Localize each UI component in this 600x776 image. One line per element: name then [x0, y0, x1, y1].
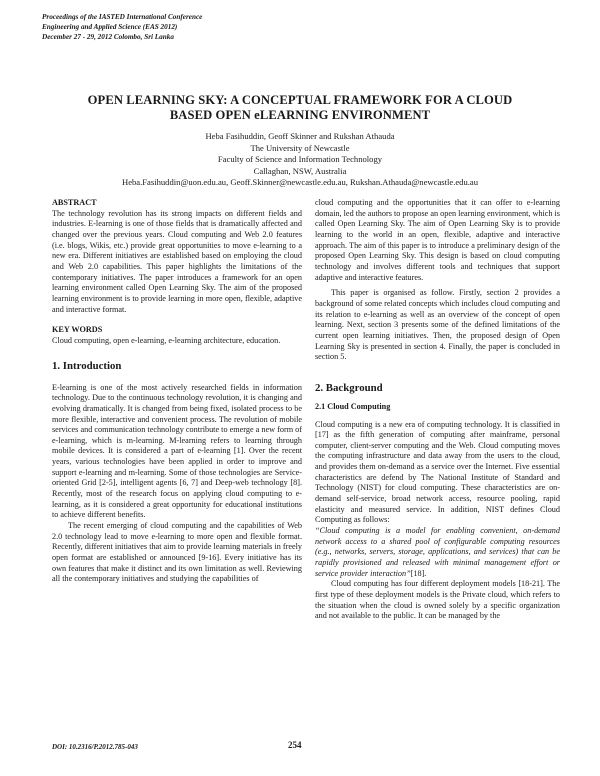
intro-paragraph-2: The recent emerging of cloud computing and the capabilities of Web 2.0 technology lead to move e-learning to more open and flexible format. Recently, different initiatives that aim to provide learning materials in freely open format are established or announced [9-16]. Every initiative has its own features that make it distinct and its own limitation as well. Reviewing all the contemporary initiatives and studying the capabilities of: [52, 521, 302, 584]
keywords-text: Cloud computing, open e-learning, e-learning architecture, education.: [52, 335, 281, 345]
paper-title: [40, 93, 560, 123]
page-number: 254: [288, 740, 302, 750]
author-block: [40, 131, 560, 189]
author-location: Callaghan, NSW, Australia: [253, 165, 347, 176]
proceedings-header-line3: December 27 - 29, 2012 Colombo, Sri Lanka: [42, 33, 174, 41]
intro-paragraph-1: E-learning is one of the most actively researched fields in information technology. Due to the continuous technology revolution, it is changing and evolving dramatically. It is changed from being fixed, isolated process to be more flexible, interactive and convenient process. The revolution of mobile services and communication technology contribute to emerge a new form of e-learning, which is m-learning. M-learning refers to learning through mobile devices. It is considered a part of e-learning [1]. Over the recent years, various technologies have been applied in order to improve and support e-learning and m-learning. Some of those technologies are Service-oriented Grid [2-5], intelligent agents [6, 7] and Deep-web technology [8]. Recently, most of the research focus on applying cloud computing to e-learning, as it is considered a great opportunity for educational institutions to achieve different benefits.: [52, 382, 302, 520]
intro-heading: 1. Introduction: [52, 359, 122, 372]
nist-definition-quote: [315, 526, 560, 579]
right-paragraph-2: This paper is organised as follow. Firstly, section 2 provides a background of some related concepts which includes cloud computing and its relation to e-learning as well as an overview of the concept of open learning. Next, section 3 presents some of the defined limitations of the current open learning initiatives. Then, the proposed design of Open Learning Sky is presented in section 4. Finally, the paper is concluded in section 5.: [315, 288, 560, 362]
paper-title-line1: OPEN LEARNING SKY: A CONCEPTUAL FRAMEWORK FOR A CLOUD: [87, 93, 513, 107]
doi-footer: DOI: 10.2316/P.2012.785-043: [52, 743, 138, 751]
nist-quote-reference: [18].: [410, 568, 427, 578]
paper-title-line2: BASED OPEN eLEARNING ENVIRONMENT: [169, 108, 431, 122]
abstract-text: The technology revolution has its strong impacts on different fields and industries. E-learning is one of those fields that is dramatically affected and changed over the previous years. Cloud computing and Web 2.0 features (i.e. blogs, Wikis, etc.) provide great opportunities to move e-learning to a new era. Different initiatives are established based on employing the cloud and Web 2.0 capabilities. This paper highlights the limitations of the contemporary initiatives. The paper introduces a framework for an open learning environment called Open Learning Sky. The aim of the proposed learning environment is to provide learning in more open, flexible, adaptive and interactive format.: [52, 208, 302, 314]
author-university: The University of Newcastle: [250, 142, 350, 153]
right-paragraph-1: cloud computing and the opportunities that it can offer to e-learning domain, led the authors to propose an open learning environment, which is called Open Learning Sky. The aim of Open Learning Sky is to provide learning to the world in an open, flexible, adaptive and interactive approach. The aim of this paper is to introduce a preliminary design of the proposed Open Learning Sky. This design is based on cloud computing technology and involves different tools and techniques that support adaptive and interactive features.: [315, 198, 560, 282]
nist-quote-text: “Cloud computing is a model for enabling convenient, on-demand network access to a shared pool of configurable computing resources (e.g., networks, servers, storage, applications, and services) that can be rapidly provisioned and released with minimal management effort or service provider interaction”: [315, 526, 560, 578]
author-emails: Heba.Fasihuddin@uon.edu.au, Geoff.Skinner@newcastle.edu.au, Rukshan.Athauda@newcastle.edu.au: [121, 177, 479, 188]
proceedings-header-line1: Proceedings of the IASTED International Conference: [42, 13, 203, 21]
right-column: [315, 198, 560, 622]
cloud-computing-subheading: 2.1 Cloud Computing: [315, 401, 391, 411]
cloud-computing-paragraph: Cloud computing is a new era of computing technology. It is classified in [17] as the fifth generation of computing after mainframe, personal computer, client-server computing and the Web. Cloud computing moves the computing infrastructure and data away from the users to the cloud, and provides them on-demand as a service over the Internet. Five essential characteristics are defend by The National Institute of Standard and Technology (NIST) for cloud computing. These characteristics are on-demand self-service, broad network access, resource pooling, rapid elasticity and measured service. In addition, NIST defines Cloud Computing as follows:: [315, 419, 560, 525]
left-column: [52, 198, 302, 585]
keywords-heading: KEY WORDS: [52, 325, 103, 335]
background-heading: 2. Background: [315, 381, 383, 394]
author-faculty: Faculty of Science and Information Technology: [217, 154, 383, 165]
abstract-heading: ABSTRACT: [52, 198, 97, 207]
author-names: Heba Fasihuddin, Geoff Skinner and Rukshan Athauda: [205, 131, 395, 141]
deployment-models-paragraph: Cloud computing has four different deployment models [18-21]. The first type of these deployment models is the Private cloud, which refers to the situation when the cloud is owned solely by a specific organization and not available to the public. It can be managed by the: [315, 579, 560, 621]
proceedings-header-line2: Engineering and Applied Science (EAS 2012): [42, 23, 178, 31]
